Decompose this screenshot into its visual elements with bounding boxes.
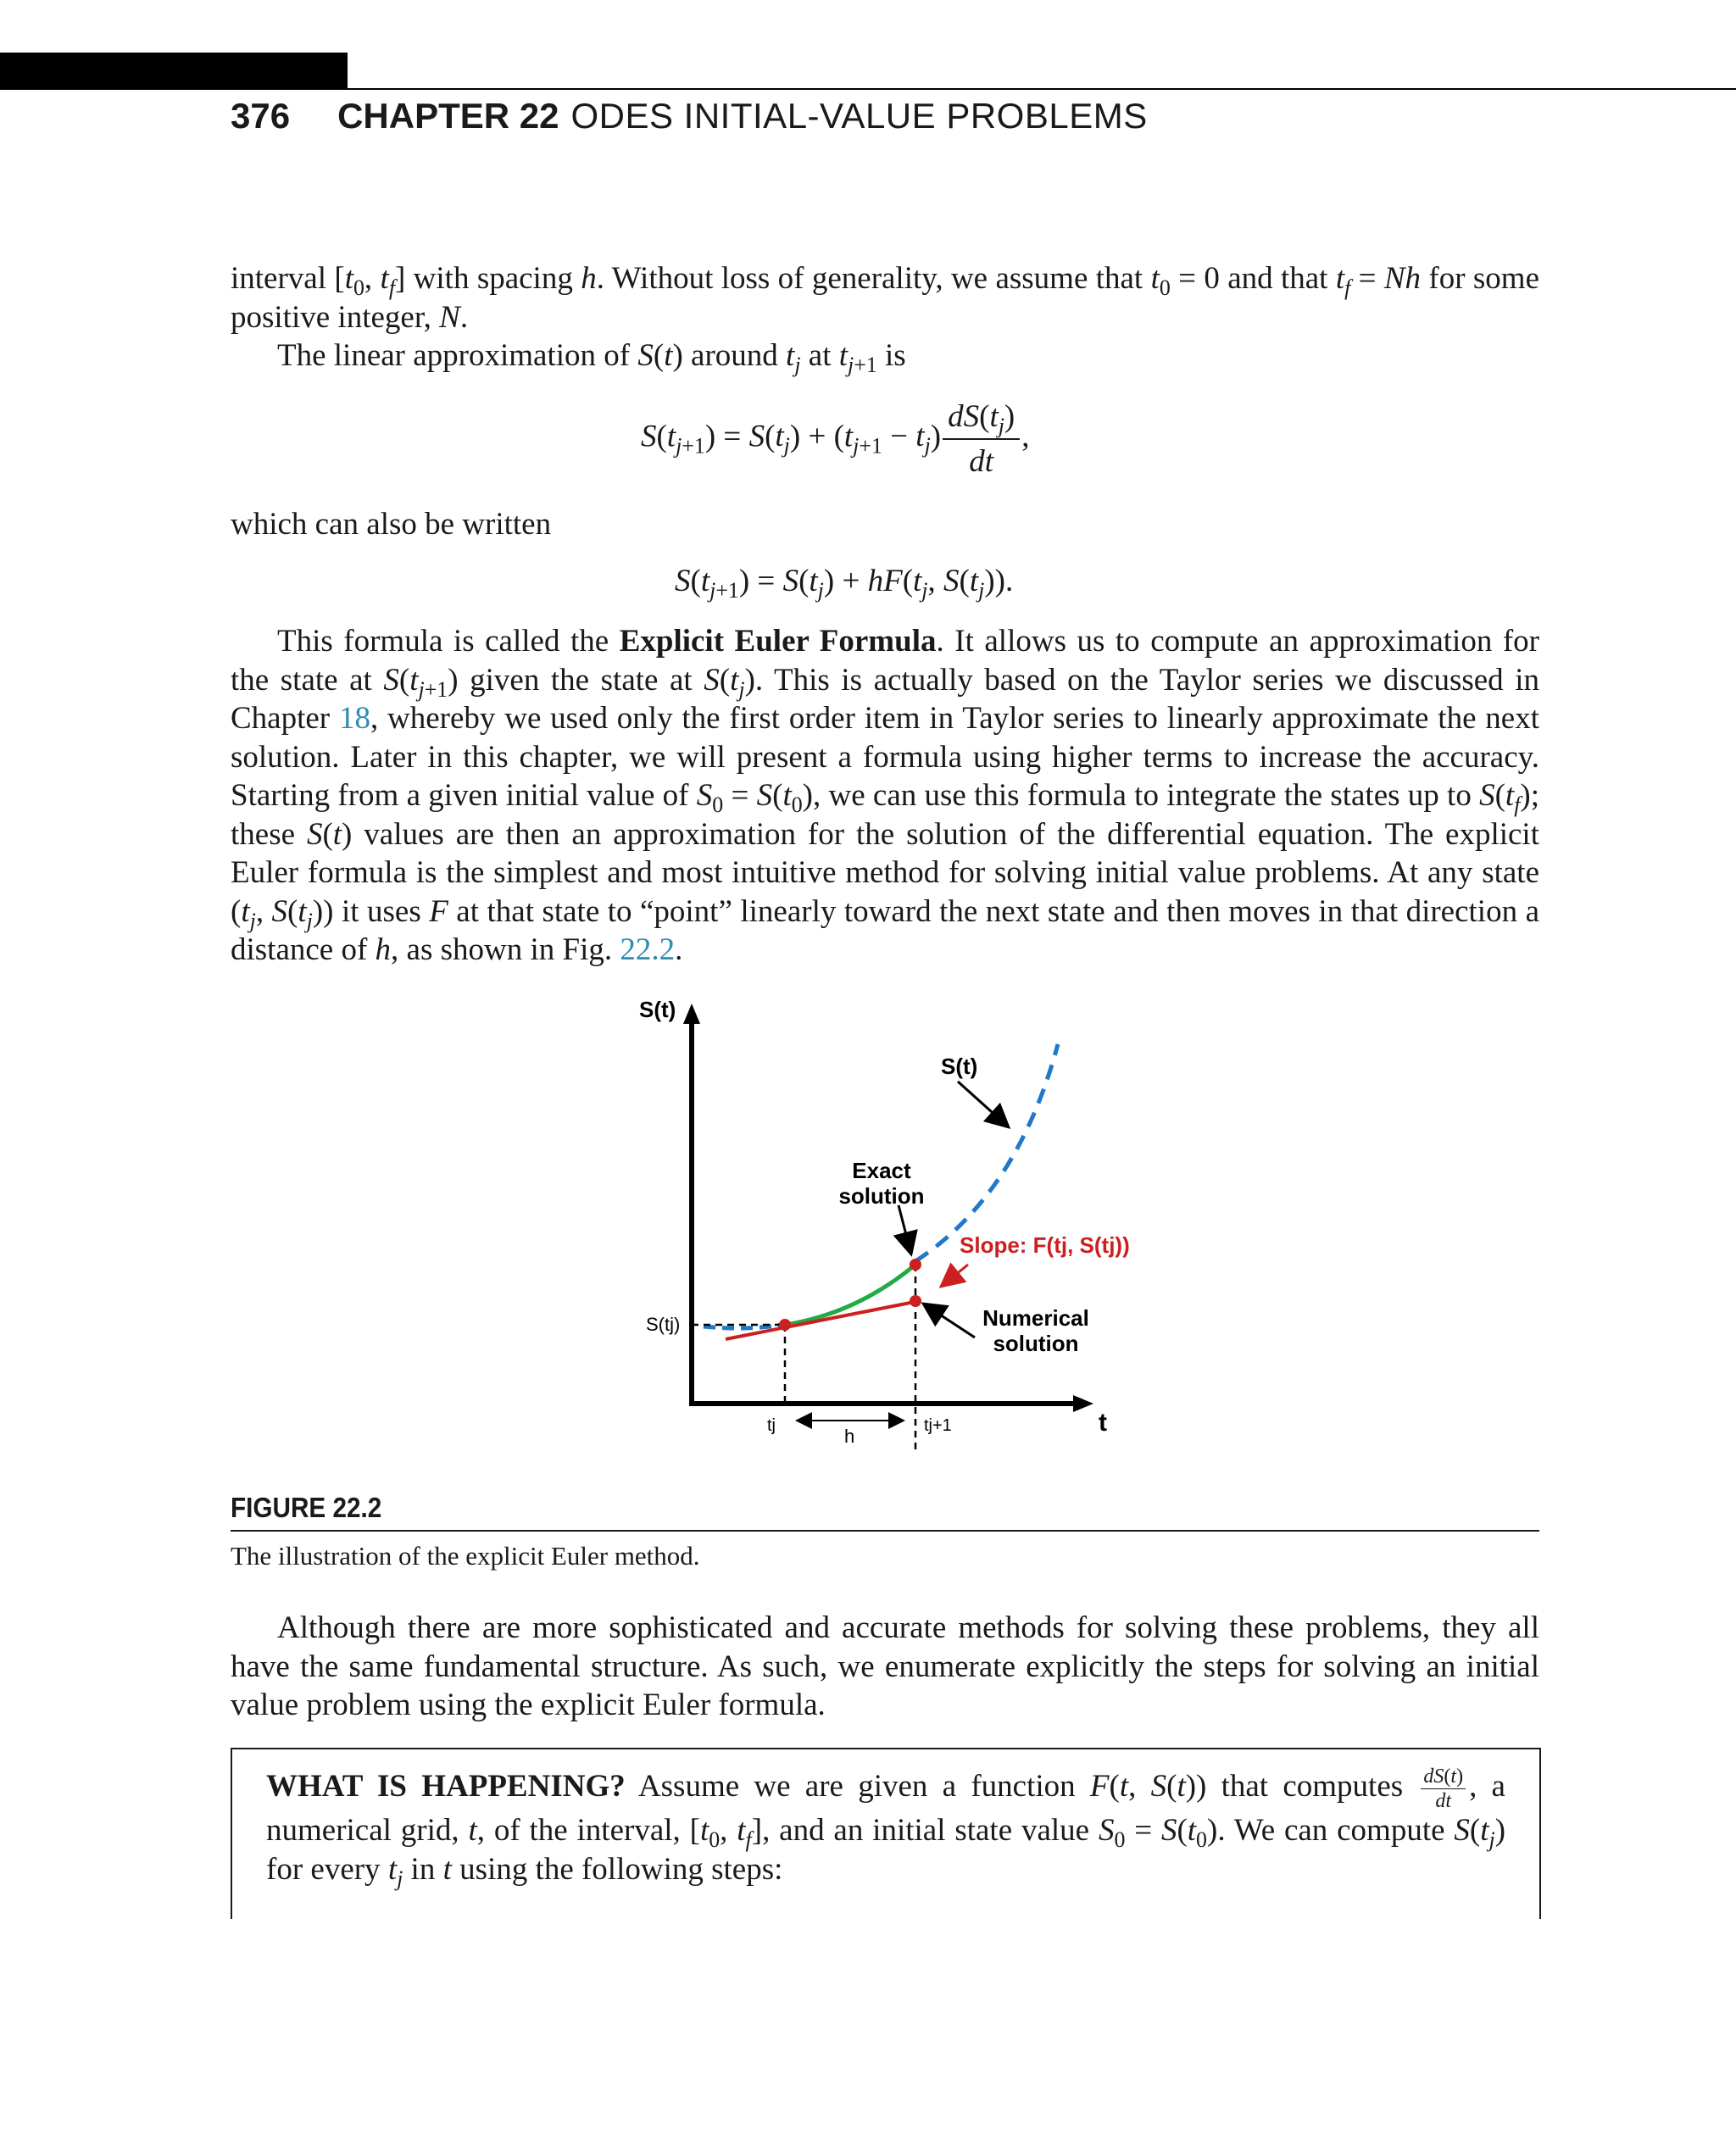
box-heading: WHAT IS HAPPENING? — [266, 1768, 626, 1804]
box-text: WHAT IS HAPPENING? Assume we are given a function F(t, S(t)) that computes $\frac{dS(t)}{dt}$ , a numerical grid, t, of the interval, [$t_0$, $t_f$], and an initial state value $S_0 = S(t_0)$. We can compute $S(t_j)$ for every $t_j$ in t using the following steps: — [266, 1766, 1506, 1891]
slope-pointer — [941, 1265, 968, 1287]
equation-euler: $S(t_{j+1}) = S(t_j) + hF(t_j$, $S(t_j)$). — [675, 564, 1014, 603]
tj-label: tj — [767, 1416, 776, 1435]
chapter-18-link[interactable]: 18 — [338, 701, 370, 736]
figure-rule — [231, 1530, 1539, 1532]
also-written-text: which can also be written — [231, 507, 552, 542]
euler-formula-name: Explicit Euler Formula — [619, 624, 937, 659]
what-is-happening-box — [231, 1748, 1541, 1919]
after-figure-paragraph: Although there are more sophisticated and accurate methods for solving these problems, they all have the same fundamental structure. As such, we enumerate explicitly the steps for solving an initial value problem using the explicit Euler formula. — [231, 1610, 1539, 1722]
figure-22-2-link[interactable]: 22.2 — [620, 932, 676, 967]
numerical-label-line1: Numerical — [982, 1305, 1089, 1331]
point-numerical-tj1 — [910, 1295, 921, 1307]
euler-paragraph-block — [231, 622, 1539, 970]
intro-block — [231, 259, 1539, 375]
y-axis-arrow — [683, 1004, 700, 1024]
page-number: 376 — [231, 96, 291, 136]
running-head — [231, 92, 1148, 141]
s-t-pointer — [958, 1082, 1009, 1127]
point-exact-tj1 — [910, 1259, 921, 1271]
exact-pointer — [899, 1205, 911, 1254]
y-axis-label: S(t) — [639, 997, 676, 1022]
h-label: h — [844, 1426, 855, 1447]
header-bar — [0, 53, 348, 90]
tj1-label: tj+1 — [924, 1416, 952, 1435]
s-tj-label: S(tj) — [646, 1314, 681, 1335]
exact-label-line2: solution — [838, 1183, 925, 1209]
numerical-pointer — [923, 1304, 975, 1337]
after-figure-block — [231, 1609, 1539, 1725]
t-axis-label: t — [1099, 1409, 1107, 1437]
header-rule — [348, 88, 1736, 90]
linear-approx-sentence: The linear approximation of S(t) around $t_j$ at $t_{j+1}$ is — [277, 338, 906, 377]
equation-linear-approx: $S(t_{j+1}) = S(t_j) + (t_{j+1} - t_j)$ $\frac{dS(t_j)}{dt}$ , — [641, 399, 1030, 479]
intro-paragraph: interval [$t_0$, $t_f$] with spacing h. Without loss of generality, we assume that $t_0 = 0$ and that $t_f = Nh$ for some positive integer, N. — [231, 261, 1540, 335]
exact-solution-curve — [915, 1044, 1058, 1261]
also-written-block — [231, 505, 1539, 544]
exact-label-line1: Exact — [852, 1158, 911, 1183]
slope-label: Slope: F(tj, S(tj)) — [960, 1232, 1130, 1258]
figure-caption: The illustration of the explicit Euler method. — [231, 1541, 700, 1571]
chapter-title: ODES INITIAL-VALUE PROBLEMS — [570, 96, 1148, 136]
chapter-label: CHAPTER 22 — [337, 96, 559, 136]
euler-method-figure — [593, 992, 1144, 1449]
euler-paragraph: This formula is called the Explicit Euler Formula. It allows us to compute an approximation for the state at $S(t_{j+1})$ given the state at $S(t_j)$. This is actually based on the Taylor series we discussed in Chapter 18, whereby we used only the first order item in Taylor series to linearly approximate the next solution. Later in this chapter, we will present a formula using higher terms to increase the accuracy. Starting from a given initial value of $S_0 = S(t_0)$, we can use this formula to integrate the states up to $S(t_f)$; these S(t) values are then an approximation for the solution of the differential equation. The explicit Euler formula is the simplest and most intuitive method for solving initial value problems. At any state ($t_j$, $S(t_j)$) it uses F at that state to “point” linearly toward the next state and then moves in that direction a distance of h, as shown in Fig. 22.2. — [231, 624, 1540, 967]
numerical-label-line2: solution — [993, 1331, 1079, 1356]
figure-label: FIGURE 22.2 — [231, 1492, 382, 1523]
curve-label: S(t) — [941, 1054, 978, 1079]
x-axis-arrow — [1073, 1395, 1093, 1412]
numerical-solution-line — [726, 1301, 919, 1339]
point-tj — [779, 1319, 791, 1331]
